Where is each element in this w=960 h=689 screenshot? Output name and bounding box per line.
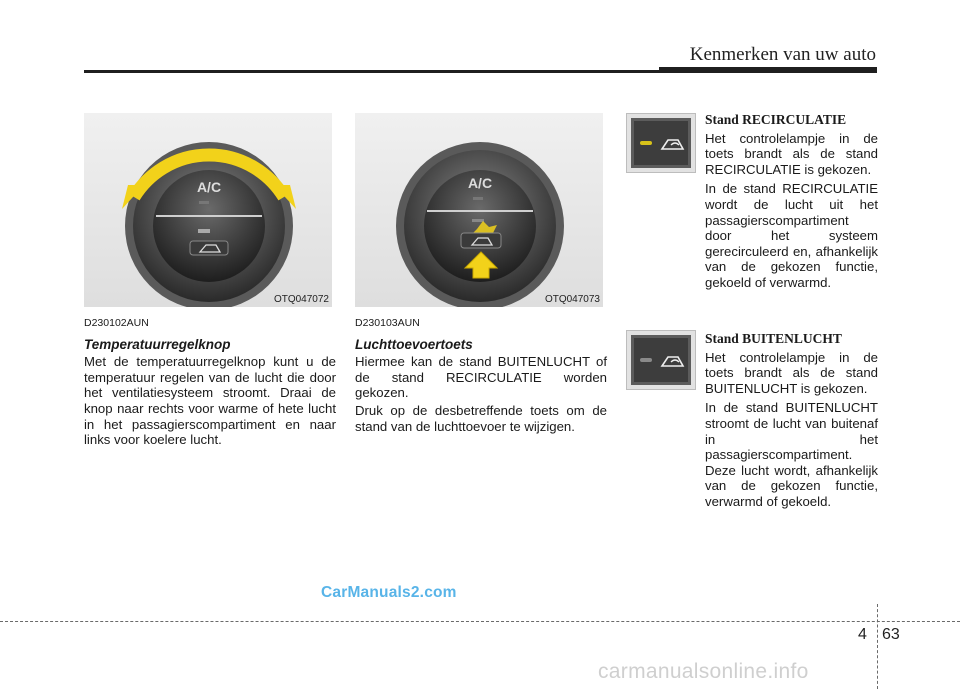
indicator-lamp-on	[640, 141, 652, 145]
chapter-number: 4	[858, 626, 867, 643]
footer-rule	[0, 621, 960, 622]
page-header-title: Kenmerken van uw auto	[689, 44, 876, 65]
section-code: D230102AUN	[84, 317, 149, 329]
column-temperature	[84, 316, 336, 448]
page-number: 63	[882, 626, 900, 643]
footer-divider	[877, 604, 878, 689]
section-title: Temperatuurregelknop	[84, 336, 231, 352]
figure-code: OTQ047073	[544, 294, 600, 305]
paragraph: Met de temperatuurregelknop kunt u de temperatuur regelen van de lucht die door het ventilatiesysteem stroomt. Draai de knop naar rechts voor warme of hete lucht in het passagierscompartiment en naar links voor koelere lucht.	[84, 354, 336, 448]
mode-outside-air	[705, 331, 878, 510]
paragraph: Druk op de desbetreffende toets om de stand van de luchttoevoer te wijzigen.	[355, 402, 607, 434]
mode-recirculation	[705, 112, 878, 291]
paragraph: Hiermee kan de stand BUITENLUCHT of de stand RECIRCULATIE worden gekozen.	[355, 354, 607, 401]
figure-code: OTQ047072	[273, 294, 329, 305]
header-rule-accent	[659, 67, 877, 73]
section-title: Luchttoevoertoets	[355, 336, 473, 352]
mode-title: Stand BUITENLUCHT	[705, 331, 842, 346]
paragraph: In de stand RECIRCULATIE wordt de lucht uit het passagierscompartiment door het systeem gerecirculeerd en, afhankelijk van de gekozen functie, gekoeld of verwarmd.	[705, 181, 878, 290]
recirc-button-icon	[461, 233, 501, 248]
figure-temperature-knob	[84, 113, 332, 307]
figure-intake-knob	[355, 113, 603, 307]
column-air-intake	[355, 316, 607, 434]
paragraph: Het controlelampje in de toets brandt als de stand BUITENLUCHT is gekozen.	[705, 349, 878, 396]
recirc-button-icon	[190, 241, 228, 255]
ac-label: A/C	[196, 179, 222, 195]
mode-title: Stand RECIRCULATIE	[705, 112, 847, 127]
paragraph: Het controlelampje in de toets brandt als de stand RECIRCULATIE is gekozen.	[705, 130, 878, 177]
paragraph: In de stand BUITENLUCHT stroomt de lucht van buitenaf in het passagierscompartiment. Deze lucht wordt, afhankelijk van de gekozen functie, verwarmd of gekoeld.	[705, 400, 878, 509]
ac-label: A/C	[467, 175, 493, 191]
site-watermark[interactable]: carmanualsonline.info	[598, 660, 809, 683]
indicator-lamp-off	[640, 358, 652, 362]
carmanuals-watermark[interactable]: CarManuals2.com	[321, 584, 457, 601]
button-outside-illustration	[626, 330, 696, 390]
button-recirc-illustration	[626, 113, 696, 173]
section-code: D230103AUN	[355, 317, 420, 329]
